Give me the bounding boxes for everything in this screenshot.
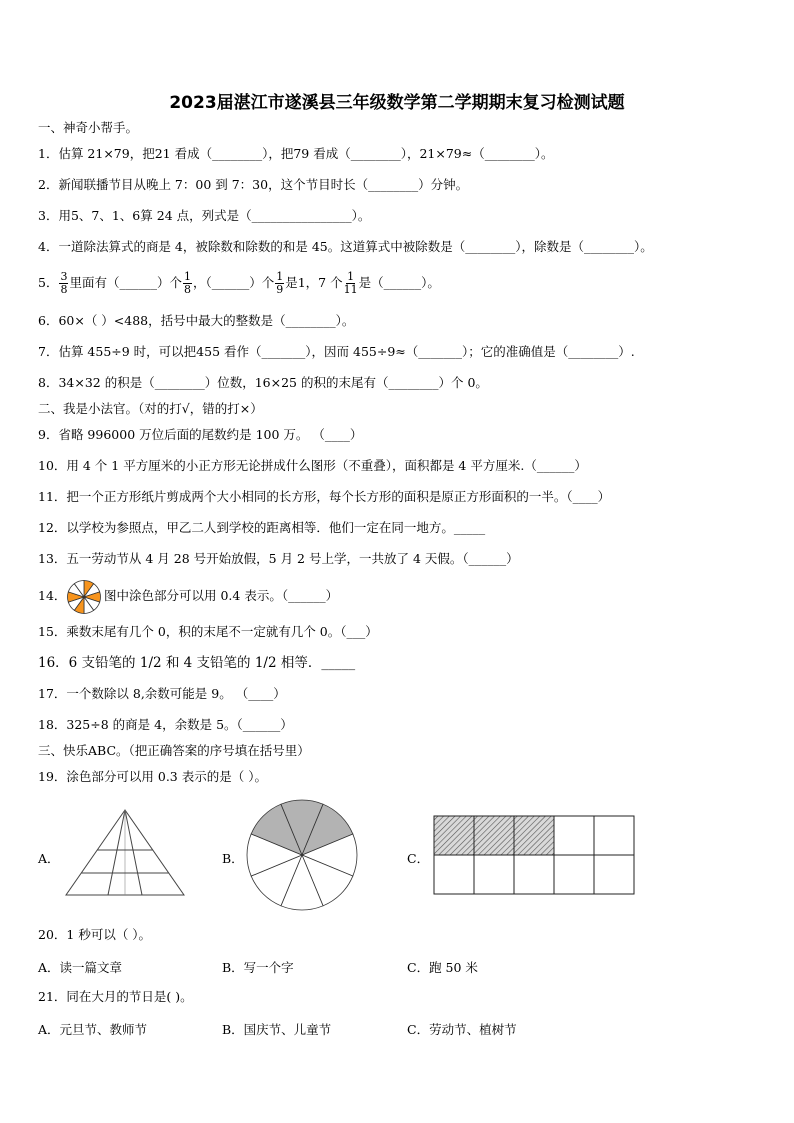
question-5 <box>38 268 440 298</box>
q5-text-c: 是1，7 个 <box>285 275 343 290</box>
q19c-grid-cell <box>434 816 474 855</box>
question-12: 12．以学校为参照点，甲乙二人到学校的距离相等．他们一定在同一地方。_____ <box>38 520 486 535</box>
question-3: 3．用5、7、1、6算 24 点，列式是（________________）。 <box>38 208 371 223</box>
q19c-grid-cell <box>594 816 634 855</box>
question-10: 10．用 4 个 1 平方厘米的小正方形无论拼成什么图形（不重叠），面积都是 4 平方厘米.（______） <box>38 458 587 473</box>
question-13: 13．五一劳动节从 4 月 28 号开始放假，5 月 2 号上学，一共放了 4 天假。（______） <box>38 551 519 566</box>
q5-text-a: 里面有（______）个 <box>69 275 182 290</box>
q19c-grid-cell <box>554 855 594 894</box>
q19-option-c-label: C． <box>407 851 430 866</box>
q19c-grid-cell <box>434 855 474 894</box>
q20-option-a: A．读一篇文章 <box>38 960 123 975</box>
page-title: 2023届湛江市遂溪县三年级数学第二学期期末复习检测试题 <box>169 93 625 113</box>
q5-number: 5． <box>38 275 59 290</box>
q19-grid-figure <box>433 815 635 895</box>
question-1: 1．估算 21×79，把21 看成（________），把79 看成（________），21×79≈（________）。 <box>38 146 554 161</box>
q19c-grid-cell <box>514 816 554 855</box>
q19-circle-figure <box>245 798 359 912</box>
section-3-heading: 三、快乐ABC。（把正确答案的序号填在括号里） <box>38 743 310 758</box>
question-21: 21．同在大月的节日是( )。 <box>38 989 193 1004</box>
question-19: 19．涂色部分可以用 0.3 表示的是（ ）。 <box>38 769 267 784</box>
question-14: 图中涂色部分可以用 0.4 表示。（______） <box>104 588 339 603</box>
q20-option-c: C．跑 50 米 <box>407 960 478 975</box>
question-18: 18．325÷8 的商是 4，余数是 5。（______） <box>38 717 293 732</box>
question-11: 11．把一个正方形纸片剪成两个大小相同的长方形，每个长方形的面积是原正方形面积的一半。（____） <box>38 489 611 504</box>
question-16: 16．6 支铅笔的 1/2 和 4 支铅笔的 1/2 相等．_____ <box>38 655 356 671</box>
section-2-heading: 二、我是小法官。（对的打√，错的打×） <box>38 401 263 416</box>
question-20: 20．1 秒可以（ ）。 <box>38 927 152 942</box>
question-7: 7．估算 455÷9 时，可以把455 看作（_______），因而 455÷9≈（_______）；它的准确值是（________）. <box>38 344 635 359</box>
question-9: 9．省略 996000 万位后面的尾数约是 100 万。 （____） <box>38 427 363 442</box>
q5-fraction-4: $\frac{1}{11}$ <box>343 270 358 296</box>
q21-option-b: B．国庆节、儿童节 <box>222 1022 332 1037</box>
q14-number: 14． <box>38 588 67 603</box>
q19c-grid-cell <box>594 855 634 894</box>
q19c-grid-cell <box>474 816 514 855</box>
q19c-grid-cell <box>514 855 554 894</box>
question-4: 4．一道除法算式的商是 4，被除数和除数的和是 45。这道算式中被除数是（________），除数是（________）。 <box>38 239 653 254</box>
q19-triangle-figure <box>64 808 186 898</box>
q5-text-d: 是（______）。 <box>358 275 440 290</box>
question-15: 15．乘数末尾有几个 0，积的末尾不一定就有几个 0。（___） <box>38 624 378 639</box>
q20-option-b: B．写一个字 <box>222 960 294 975</box>
section-1-heading: 一、神奇小帮手。 <box>38 120 139 135</box>
q5-fraction-2: $\frac{1}{8}$ <box>183 270 191 296</box>
q19-option-a-label: A． <box>38 851 60 866</box>
q5-fraction-1: $\frac{3}{8}$ <box>60 270 68 296</box>
question-8: 8．34×32 的积是（________）位数，16×25 的积的末尾有（________）个 0。 <box>38 375 488 390</box>
question-2: 2．新闻联播节目从晚上 7：00 到 7：30，这个节目时长（________）分钟。 <box>38 177 469 192</box>
q19-option-b-label: B． <box>222 851 244 866</box>
q19c-grid-cell <box>474 855 514 894</box>
q5-fraction-3: $\frac{1}{9}$ <box>276 270 284 296</box>
q21-option-a: A．元旦节、教师节 <box>38 1022 148 1037</box>
question-17: 17．一个数除以 8,余数可能是 9。 （____） <box>38 686 286 701</box>
question-6: 6．60×（ ）<488，括号中最大的整数是（________）。 <box>38 313 355 328</box>
q5-text-b: ，（______）个 <box>192 275 275 290</box>
q21-option-c: C．劳动节、植树节 <box>407 1022 517 1037</box>
q14-circle-figure <box>66 579 102 615</box>
q19c-grid-cell <box>554 816 594 855</box>
